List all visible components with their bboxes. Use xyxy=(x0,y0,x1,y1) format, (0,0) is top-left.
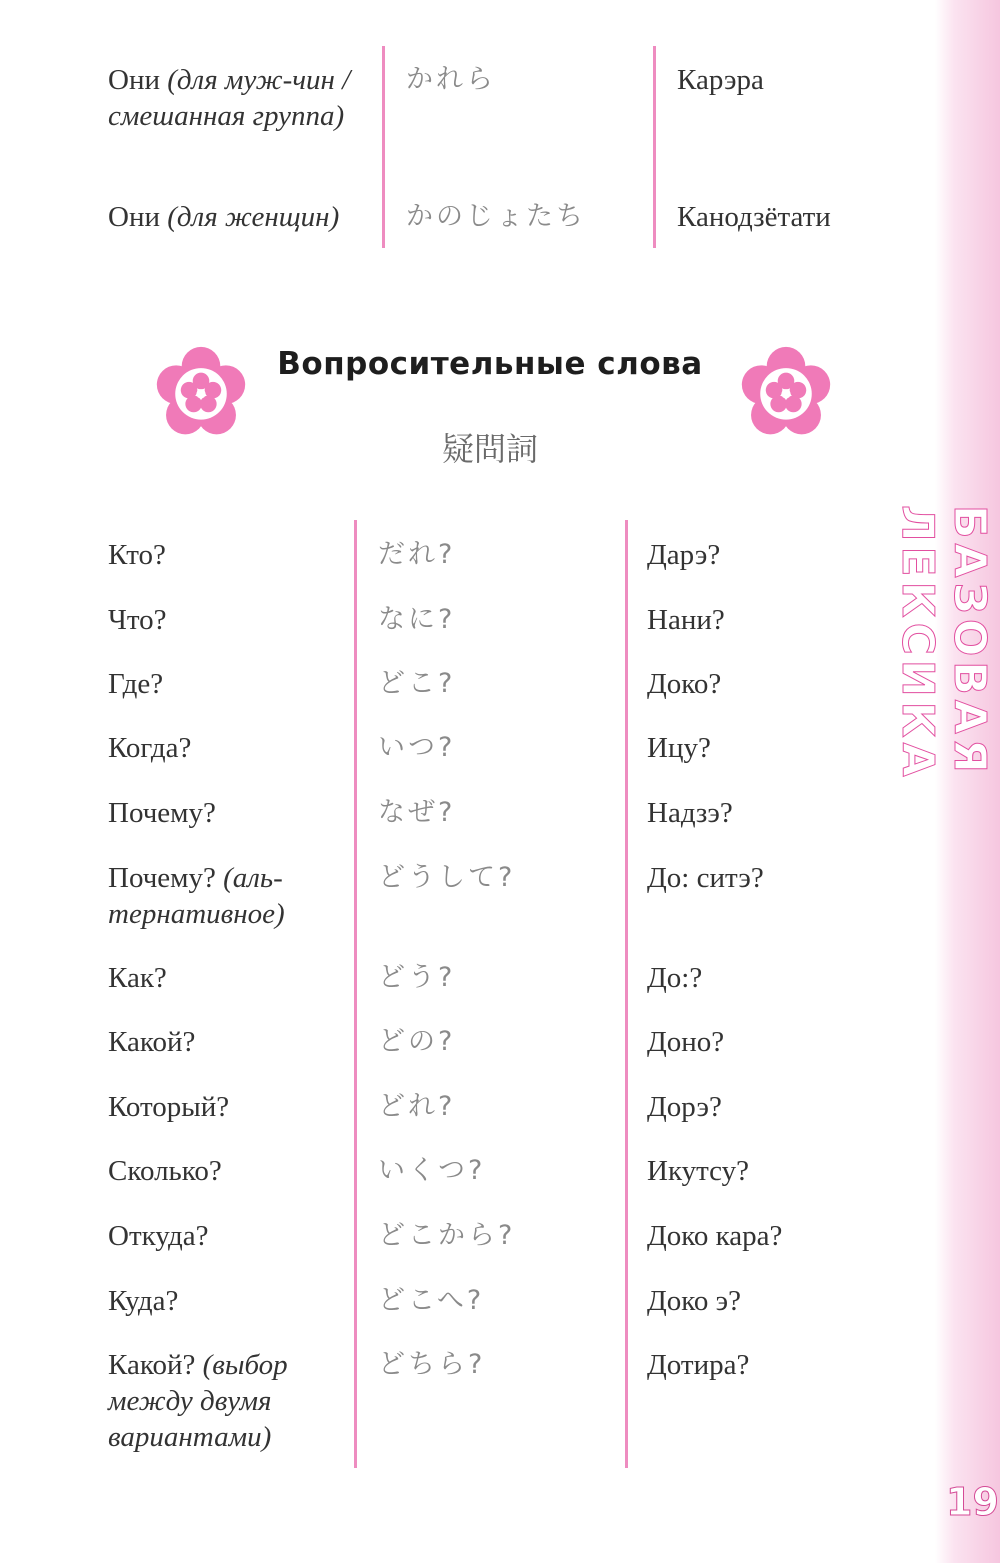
page-number: 19 xyxy=(946,1480,999,1524)
reading: Дотира? xyxy=(647,1349,750,1381)
japanese-word: いつ? xyxy=(378,732,456,763)
flower-crest-icon xyxy=(155,346,247,438)
flower-crest-icon xyxy=(740,346,832,438)
russian-word-text: Откуда? xyxy=(108,1220,209,1252)
russian-word xyxy=(108,666,348,702)
reading: Доко кара? xyxy=(647,1220,783,1252)
reading: Икутсу? xyxy=(647,1155,750,1187)
reading: Доно? xyxy=(647,1026,725,1058)
russian-word-text: Они xyxy=(108,64,160,96)
table-row xyxy=(0,62,930,182)
russian-word xyxy=(108,1153,348,1189)
russian-word xyxy=(108,860,338,932)
reading: Карэра xyxy=(677,64,764,96)
reading: Доко? xyxy=(647,668,722,700)
russian-word xyxy=(108,1347,318,1455)
russian-word xyxy=(108,62,368,134)
japanese-word: どこへ? xyxy=(378,1285,485,1316)
russian-word-text: Какой? xyxy=(108,1349,196,1381)
russian-word xyxy=(108,730,348,766)
reading: Нани? xyxy=(647,604,725,636)
japanese-word: かのじょたち xyxy=(406,201,586,232)
russian-word-note: (для женщин) xyxy=(167,201,340,233)
japanese-word: だれ? xyxy=(378,539,456,570)
russian-word xyxy=(108,1089,348,1125)
russian-word-text: Когда? xyxy=(108,732,192,764)
russian-word xyxy=(108,1283,348,1319)
russian-word-text: Который? xyxy=(108,1091,230,1123)
russian-word xyxy=(108,960,348,996)
russian-word xyxy=(108,795,348,831)
reading: Доко э? xyxy=(647,1285,741,1317)
reading: Ицу? xyxy=(647,732,711,764)
japanese-word: どこから? xyxy=(378,1220,516,1251)
russian-word xyxy=(108,1024,348,1060)
russian-word xyxy=(108,602,348,638)
russian-word-text: Сколько? xyxy=(108,1155,222,1187)
japanese-word: どうして? xyxy=(378,862,516,893)
russian-word-text: Что? xyxy=(108,604,167,636)
japanese-word: どちら? xyxy=(378,1349,486,1380)
russian-word xyxy=(108,1218,348,1254)
russian-word-text: Где? xyxy=(108,668,164,700)
japanese-word: どこ? xyxy=(378,668,456,699)
reading: До: ситэ? xyxy=(647,862,764,894)
japanese-word: なに? xyxy=(378,604,456,635)
russian-word-text: Почему? xyxy=(108,797,216,829)
chapter-label: БАЗОВАЯ ЛЕКСИКА xyxy=(892,505,995,782)
column-divider xyxy=(625,520,628,1468)
russian-word-text: Какой? xyxy=(108,1026,196,1058)
reading: Дарэ? xyxy=(647,539,721,571)
russian-word xyxy=(108,199,378,235)
russian-word xyxy=(108,537,348,573)
russian-word-text: Почему? xyxy=(108,862,216,894)
russian-word-note: (для муж-чин / смешанная группа) xyxy=(108,64,351,132)
russian-word-text: Как? xyxy=(108,962,167,994)
russian-word-note: (аль-тернативное) xyxy=(108,862,285,930)
reading: Надзэ? xyxy=(647,797,733,829)
japanese-word: どの? xyxy=(378,1026,456,1057)
reading: Дорэ? xyxy=(647,1091,722,1123)
russian-word-text: Они xyxy=(108,201,160,233)
section-subtitle-japanese: 疑問詞 xyxy=(441,430,538,468)
japanese-word: どう? xyxy=(378,962,456,993)
russian-word-text: Кто? xyxy=(108,539,166,571)
section-title: Вопросительные слова xyxy=(277,346,703,382)
table-row xyxy=(0,199,930,239)
column-divider xyxy=(354,520,357,1468)
russian-word-note: (выбор между двумя вариантами) xyxy=(108,1349,288,1453)
reading: До:? xyxy=(647,962,703,994)
japanese-word: どれ? xyxy=(378,1091,456,1122)
reading: Канодзётати xyxy=(677,201,831,233)
russian-word-text: Куда? xyxy=(108,1285,179,1317)
japanese-word: いくつ? xyxy=(378,1155,486,1186)
japanese-word: かれら xyxy=(406,64,496,95)
japanese-word: なぜ? xyxy=(378,797,456,828)
